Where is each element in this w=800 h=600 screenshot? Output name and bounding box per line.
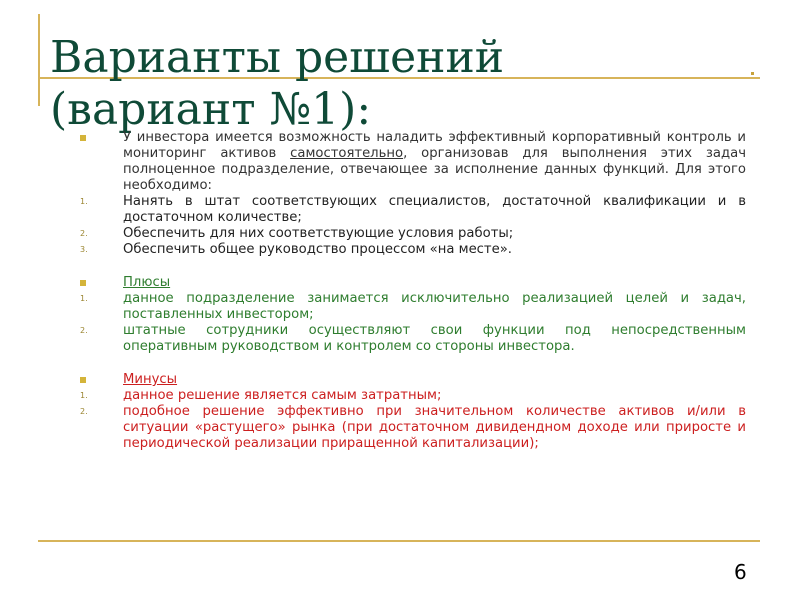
list-number: 2. bbox=[80, 229, 88, 238]
intro-text: У инвестора имеется возможность наладить эффективный корпоративный контроль и мониторинг активов bbox=[123, 130, 746, 161]
pros-heading-text: Плюсы bbox=[123, 275, 171, 290]
list-number: 1. bbox=[80, 197, 88, 206]
list-item bbox=[78, 323, 746, 355]
cons-heading-text: Минусы bbox=[123, 372, 178, 387]
bullet-square-icon bbox=[80, 130, 94, 146]
cons-heading bbox=[78, 372, 746, 388]
list-number: 3. bbox=[80, 245, 88, 254]
pros-heading bbox=[78, 275, 746, 291]
list-item-text: Обеспечить для них соответствующие условия работы; bbox=[123, 226, 514, 241]
list-number: 2. bbox=[80, 407, 88, 416]
slide-title bbox=[50, 32, 504, 136]
intro-paragraph bbox=[78, 130, 746, 194]
list-number: 1. bbox=[80, 294, 88, 303]
page-number: 6 bbox=[734, 560, 747, 584]
list-item bbox=[78, 194, 746, 226]
list-item-text: данное подразделение занимается исключительно реализацией целей и задач, поставленных инвестором; bbox=[123, 291, 746, 322]
slide-content bbox=[78, 130, 746, 452]
title-accent-dot bbox=[751, 72, 754, 75]
slide-title-line-1: Варианты решений bbox=[50, 32, 505, 83]
bullet-square-icon bbox=[80, 275, 94, 291]
slide-title-line-2: (вариант №1): bbox=[50, 84, 372, 135]
list-item-text: Обеспечить общее руководство процессом «на месте». bbox=[123, 242, 512, 257]
list-item bbox=[78, 388, 746, 404]
list-item-text: данное решение является самым затратным; bbox=[123, 388, 442, 403]
list-item-text: подобное решение эффективно при значительном количестве активов и/или в ситуации «растущего» рынка (при достаточном дивидендном доходе или приросте и периодической реализации приращенной капитализации); bbox=[123, 404, 746, 451]
list-item bbox=[78, 226, 746, 242]
list-item bbox=[78, 404, 746, 452]
list-item bbox=[78, 242, 746, 258]
bullet-square-icon bbox=[80, 372, 94, 388]
intro-underlined-word: самостоятельно bbox=[290, 146, 404, 161]
list-item-text: штатные сотрудники осуществляют свои функции под непосредственным оперативным руководством и контролем со стороны инвестора. bbox=[123, 323, 746, 354]
left-vertical-rule bbox=[38, 14, 40, 106]
list-item bbox=[78, 291, 746, 323]
intro-text-continuation: , организовав для выполнения этих задач полноценное подразделение, отвечающее за исполнение данных функций. Для этого необходимо: bbox=[123, 146, 746, 193]
list-number: 1. bbox=[80, 391, 88, 400]
bottom-rule bbox=[38, 540, 760, 542]
list-item-text: Нанять в штат соответствующих специалистов, достаточной квалификации и в достаточном количестве; bbox=[123, 194, 746, 225]
list-number: 2. bbox=[80, 326, 88, 335]
